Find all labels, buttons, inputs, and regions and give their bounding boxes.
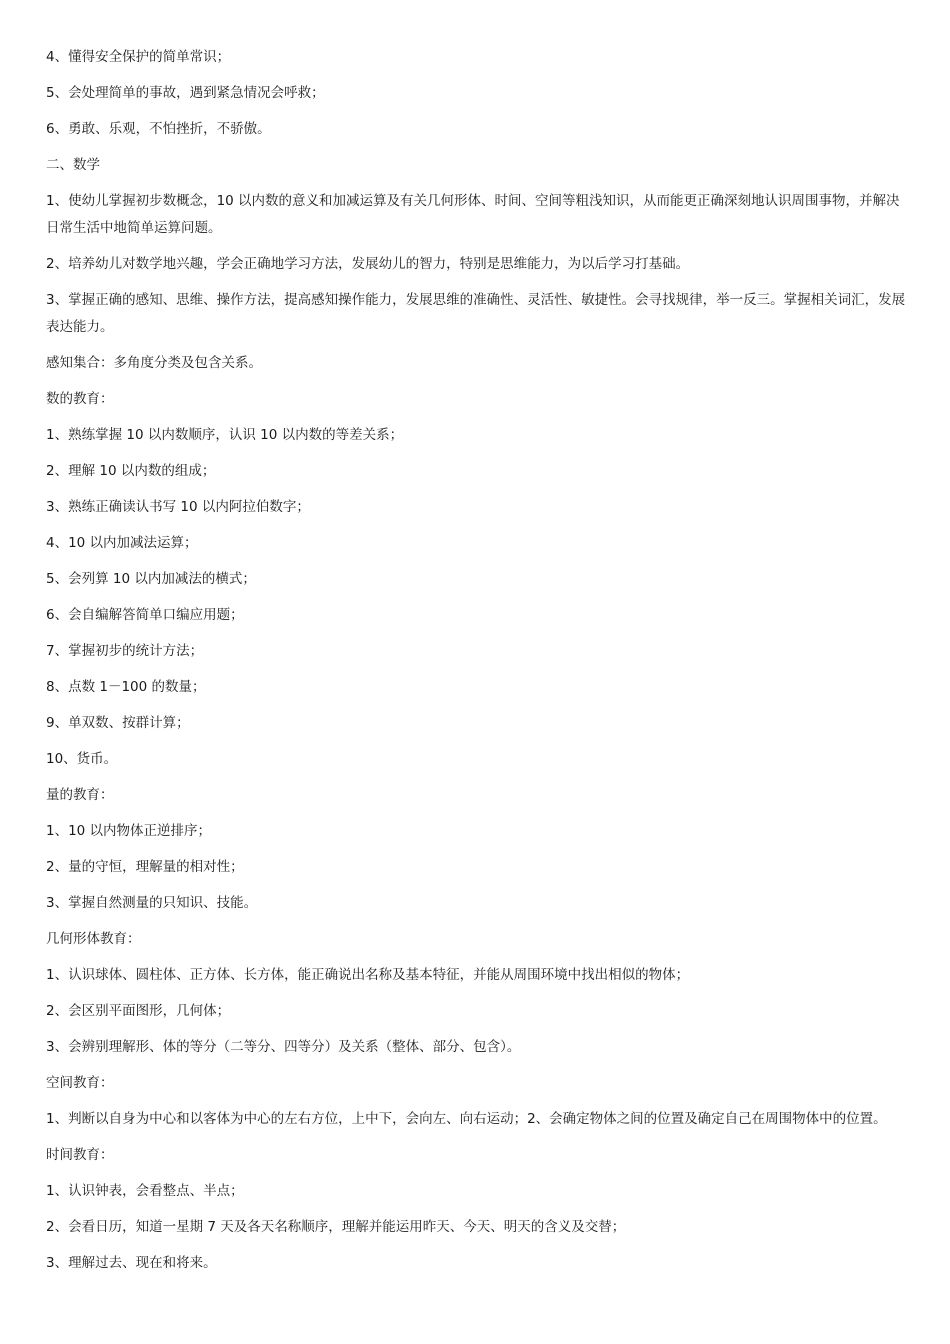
subheading-space-education: 空间教育： [46, 1075, 114, 1091]
list-item: 1、熟练掌握 10 以内数顺序，认识 10 以内数的等差关系； [46, 427, 404, 443]
list-item: 1、10 以内物体正逆排序； [46, 823, 212, 839]
subheading-sets: 感知集合：多角度分类及包含关系。 [46, 355, 262, 371]
list-item: 2、理解 10 以内数的组成； [46, 463, 216, 479]
list-item: 3、熟练正确读认书写 10 以内阿拉伯数字； [46, 499, 310, 515]
subheading-geometry-education: 几何形体教育： [46, 931, 141, 947]
list-item: 9、单双数、按群计算； [46, 715, 190, 731]
list-item: 6、勇敢、乐观，不怕挫折，不骄傲。 [46, 121, 271, 137]
list-item: 3、理解过去、现在和将来。 [46, 1255, 217, 1271]
list-item: 5、会列算 10 以内加减法的横式； [46, 571, 256, 587]
list-item: 4、10 以内加减法运算； [46, 535, 198, 551]
list-item: 10、货币。 [46, 751, 118, 767]
list-item: 2、会区别平面图形，几何体； [46, 1003, 231, 1019]
subheading-time-education: 时间教育： [46, 1147, 114, 1163]
list-item: 1、使幼儿掌握初步数概念，10 以内数的意义和加减运算及有关几何形体、时间、空间等粗浅知识，从而能更正确深刻地认识周围事物，并解决日常生活中地简单运算问题。 [46, 193, 900, 236]
subheading-number-education: 数的教育： [46, 391, 114, 407]
document-page [46, 44, 908, 1286]
list-item: 1、判断以自身为中心和以客体为中心的左右方位，上中下，会向左、向右运动；2、会确定物体之间的位置及确定自己在周围物体中的位置。 [46, 1111, 887, 1127]
section-heading-math: 二、数学 [46, 157, 100, 173]
list-item: 3、掌握自然测量的只知识、技能。 [46, 895, 258, 911]
list-item: 3、掌握正确的感知、思维、操作方法，提高感知操作能力，发展思维的准确性、灵活性、敏捷性。会寻找规律，举一反三。掌握相关词汇，发展表达能力。 [46, 292, 906, 335]
list-item: 8、点数 1－100 的数量； [46, 679, 206, 695]
subheading-quantity-education: 量的教育： [46, 787, 114, 803]
list-item: 5、会处理简单的事故，遇到紧急情况会呼救； [46, 85, 325, 101]
list-item: 6、会自编解答简单口编应用题； [46, 607, 244, 623]
list-item: 4、懂得安全保护的简单常识； [46, 49, 231, 65]
list-item: 1、认识钟表，会看整点、半点； [46, 1183, 244, 1199]
list-item: 2、培养幼儿对数学地兴趣，学会正确地学习方法，发展幼儿的智力，特别是思维能力，为以后学习打基础。 [46, 256, 690, 272]
list-item: 1、认识球体、圆柱体、正方体、长方体，能正确说出名称及基本特征，并能从周围环境中找出相似的物体； [46, 967, 690, 983]
list-item: 7、掌握初步的统计方法； [46, 643, 204, 659]
list-item: 2、会看日历，知道一星期 7 天及各天名称顺序，理解并能运用昨天、今天、明天的含义及交替； [46, 1219, 626, 1235]
list-item: 2、量的守恒，理解量的相对性； [46, 859, 244, 875]
list-item: 3、会辨别理解形、体的等分（二等分、四等分）及关系（整体、部分、包含）。 [46, 1039, 521, 1055]
